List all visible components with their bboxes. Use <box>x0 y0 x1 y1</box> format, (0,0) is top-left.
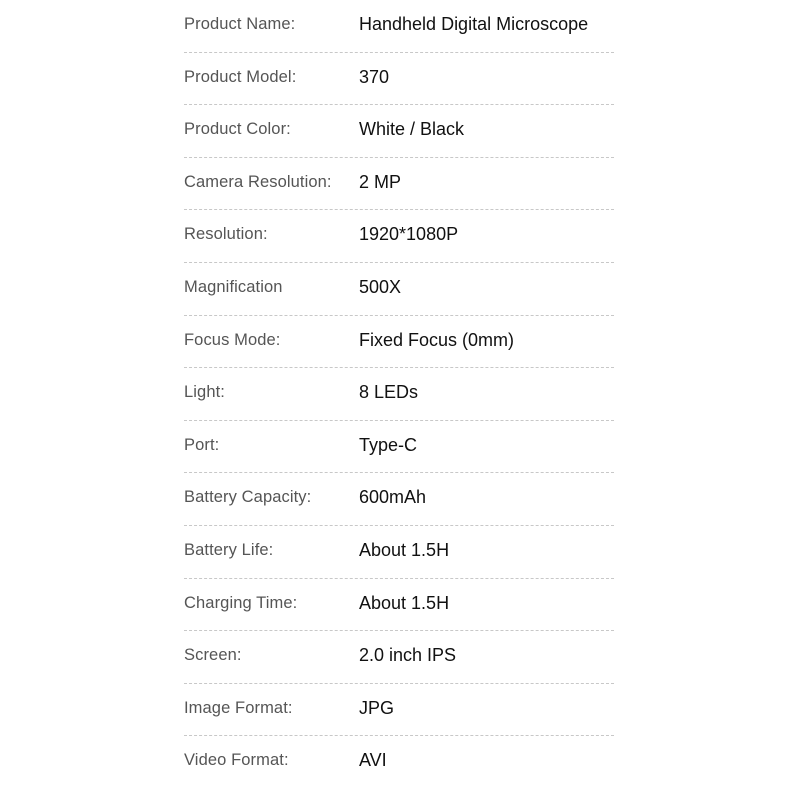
spec-value: Fixed Focus (0mm) <box>359 329 515 350</box>
spec-label: Screen: <box>184 646 242 665</box>
spec-label: Product Name: <box>184 15 296 33</box>
spec-value: 8 LEDs <box>359 382 419 403</box>
spec-label: Magnification <box>184 277 283 296</box>
spec-label: Video Format: <box>184 751 289 770</box>
spec-value: JPG <box>359 697 395 718</box>
spec-label: Light: <box>184 383 225 402</box>
spec-label: Charging Time: <box>184 593 298 612</box>
spec-label: Product Model: <box>184 67 297 86</box>
spec-row-light <box>184 368 614 421</box>
spec-row-charging-time <box>184 579 614 632</box>
spec-value: 500X <box>359 276 402 297</box>
spec-row-camera-resolution <box>184 158 614 211</box>
spec-row-port <box>184 421 614 474</box>
spec-value: 2.0 inch IPS <box>359 645 457 666</box>
spec-value: 370 <box>359 66 390 87</box>
spec-value: Type-C <box>359 434 418 455</box>
spec-row-magnification <box>184 263 614 316</box>
spec-table <box>184 0 614 789</box>
spec-row-product-name <box>184 0 614 53</box>
spec-value: 600mAh <box>359 487 427 508</box>
spec-value: Handheld Digital Microscope <box>359 14 589 34</box>
spec-label: Product Color: <box>184 120 291 139</box>
spec-row-screen <box>184 631 614 684</box>
spec-row-battery-capacity <box>184 473 614 526</box>
spec-label: Camera Resolution: <box>184 172 332 191</box>
spec-value: White / Black <box>359 119 465 140</box>
spec-value: About 1.5H <box>359 539 450 560</box>
spec-row-product-model <box>184 53 614 106</box>
spec-row-resolution <box>184 210 614 263</box>
spec-label: Battery Life: <box>184 540 274 559</box>
spec-row-battery-life <box>184 526 614 579</box>
spec-label: Image Format: <box>184 698 293 717</box>
spec-label: Resolution: <box>184 225 268 244</box>
spec-row-focus-mode <box>184 316 614 369</box>
spec-value: About 1.5H <box>359 592 450 613</box>
spec-row-video-format <box>184 736 614 789</box>
spec-row-product-color <box>184 105 614 158</box>
spec-label: Port: <box>184 435 220 454</box>
spec-value: 2 MP <box>359 171 402 192</box>
spec-label: Focus Mode: <box>184 330 281 349</box>
spec-value: 1920*1080P <box>359 224 459 245</box>
spec-label: Battery Capacity: <box>184 488 312 507</box>
spec-row-image-format <box>184 684 614 737</box>
spec-value: AVI <box>359 750 387 771</box>
